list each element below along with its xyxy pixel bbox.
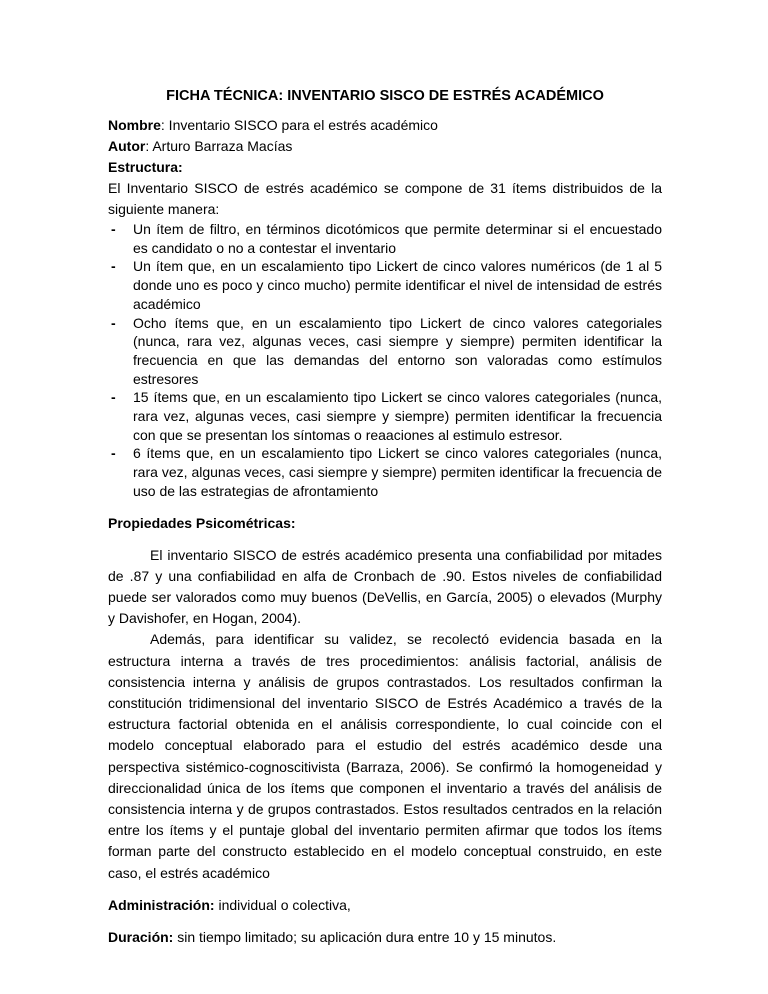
administracion-value: individual o colectiva, xyxy=(214,896,351,913)
estructura-label: Estructura: xyxy=(108,159,183,175)
document-title: FICHA TÉCNICA: INVENTARIO SISCO DE ESTRÉS ACADÉMICO xyxy=(166,88,604,104)
propiedades-paragraph-2: Además, para identificar su validez, se recolectó evidencia basada en la estructura interna a través de tres procedimientos: análisis factorial, análisis de consistencia interna y análisis de grupos contrastados. Los resultados confirman la constitución tridimensional del inventario SISCO de Estrés Académico a través de la estructura factorial obtenida en el análisis correspondiente, lo cual coincide con el modelo conceptual elaborado para el estudio del estrés académico desde una perspectiva sistémico-cognoscitivista (Barraza, 2006). Se confirmó la homogeneidad y direccionalidad única de los ítems que componen el inventario a través del análisis de consistencia interna y de grupos contrastados. Estos resultados centrados en la relación entre los ítems y el puntaje global del inventario permiten afirmar que todos los ítems forman parte del constructo establecido en el modelo conceptual construido, en este caso, el estrés académico xyxy=(108,631,662,881)
duracion-value: sin tiempo limitado; su aplicación dura entre 10 y 15 minutos. xyxy=(173,928,557,945)
autor-field xyxy=(108,136,662,157)
administracion-field xyxy=(108,895,662,916)
nombre-value: : Inventario SISCO para el estrés académico xyxy=(160,117,438,133)
list-item: - Un ítem que, en un escalamiento tipo Lickert de cinco valores numéricos (de 1 al 5 donde uno es poco y cinco mucho) permite identificar el nivel de intensidad de estrés académico xyxy=(108,257,662,313)
document-page xyxy=(108,88,662,948)
estructura-intro: El Inventario SISCO de estrés académico se compone de 31 ítems distribuidos de la siguiente manera: xyxy=(108,180,662,217)
list-item: - 15 ítems que, en un escalamiento tipo Lickert se cinco valores categoriales (nunca, rara vez, algunas veces, casi siempre y siempre) permiten identificar la frecuencia con que se presentan los síntomas o reaaciones al estimulo estresor. xyxy=(108,388,662,444)
list-item: - Ocho ítems que, en un escalamiento tipo Lickert de cinco valores categoriales (nunca, rara vez, algunas veces, casi siempre y siempre) permiten identificar la frecuencia en que las demandas del entorno son valoradas como estímulos estresores xyxy=(108,314,662,389)
nombre-label: Nombre xyxy=(108,117,161,133)
estructura-item-list xyxy=(108,220,662,501)
list-item: - 6 ítems que, en un escalamiento tipo Lickert se cinco valores categoriales (nunca, rara vez, algunas veces, casi siempre y siempre) permiten identificar la frecuencia de uso de las estrategias de afrontamiento xyxy=(108,444,662,500)
propiedades-paragraph-1: El inventario SISCO de estrés académico presenta una confiabilidad por mitades de .87 y una confiabilidad en alfa de Cronbach de .90. Estos niveles de confiabilidad puede ser valorados como muy buenos (DeVellis, en García, 2005) o elevados (Murphy y Davishofer, en Hogan, 2004). xyxy=(108,546,662,627)
duracion-label: Duración: xyxy=(108,928,174,945)
autor-value: : Arturo Barraza Macías xyxy=(145,138,293,154)
list-item: - Un ítem de filtro, en términos dicotómicos que permite determinar si el encuestado es candidato o no a contestar el inventario xyxy=(108,220,662,257)
nombre-field xyxy=(108,115,662,136)
autor-label: Autor xyxy=(108,138,146,154)
duracion-field xyxy=(108,927,662,948)
administracion-label: Administración: xyxy=(108,896,215,913)
propiedades-heading: Propiedades Psicométricas: xyxy=(108,514,296,531)
